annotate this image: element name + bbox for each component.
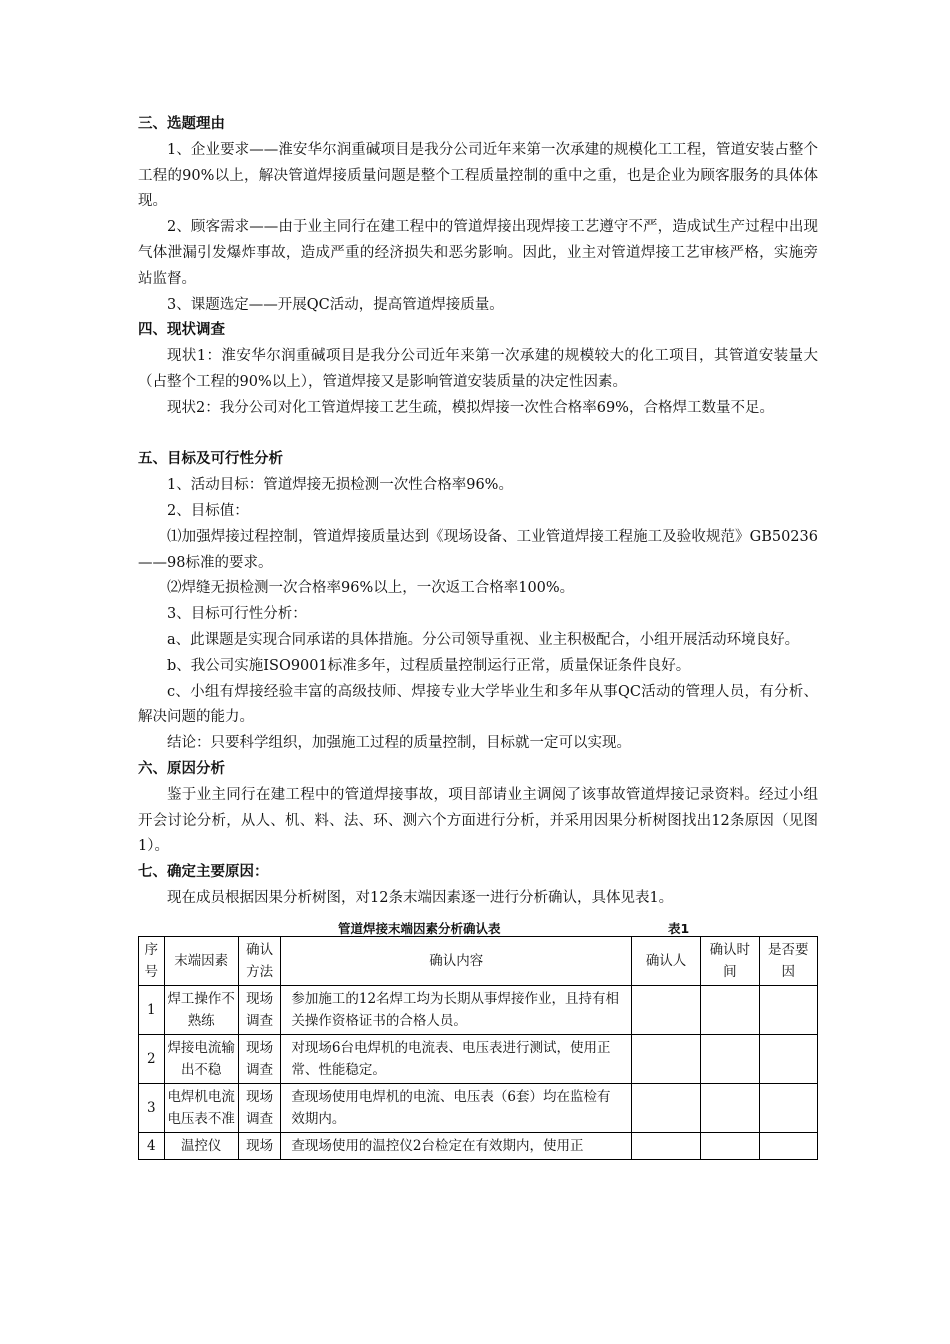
paragraph: 现状1：淮安华尔润重碱项目是我分公司近年来第一次承建的规模较大的化工项目，其管道安装量大（占整个工程的90%以上），管道焊接又是影响管道安装质量的决定性因素。 [138, 348, 818, 390]
paragraph: ⑴加强焊接过程控制，管道焊接质量达到《现场设备、工业管道焊接工程施工及验收规范》GB50236——98标准的要求。 [138, 528, 818, 571]
paragraph: 3、目标可行性分析： [167, 606, 307, 623]
cell-time [701, 985, 759, 1034]
cell-content: 参加施工的12名焊工均为长期从事焊接作业，且持有相关操作资格证书的合格人员。 [281, 985, 632, 1034]
header-person: 确认人 [632, 936, 701, 985]
header-factor: 末端因素 [164, 936, 238, 985]
cell-key [759, 1034, 817, 1083]
table-title: 管道焊接末端因素分析确认表 [338, 920, 501, 936]
cell-person [632, 1132, 701, 1159]
cell-content: 对现场6台电焊机的电流表、电压表进行测试，使用正常、性能稳定。 [281, 1034, 632, 1083]
paragraph: c、小组有焊接经验丰富的高级技师、焊接专业大学毕业生和多年从事QC活动的管理人员，有分析、解决问题的能力。 [138, 683, 818, 726]
header-time: 确认时间 [701, 936, 759, 985]
table-row [139, 1034, 818, 1083]
section-6-heading: 六、原因分析 [138, 760, 225, 777]
paragraph: 现在成员根据因果分析树图，对12条末端因素逐一进行分析确认，具体见表1。 [167, 889, 674, 906]
cell-no: 3 [139, 1083, 165, 1132]
cell-method: 现场调查 [238, 985, 281, 1034]
paragraph: 1、活动目标：管道焊接无损检测一次性合格率96%。 [167, 477, 513, 494]
cell-factor: 焊工操作不熟练 [164, 985, 238, 1034]
cell-factor: 焊接电流输出不稳 [164, 1034, 238, 1083]
section-7-heading: 七、确定主要原因： [138, 864, 269, 881]
table-row [139, 1083, 818, 1132]
paragraph: 1、企业要求——淮安华尔润重碱项目是我分公司近年来第一次承建的规模化工工程，管道安装占整个工程的90%以上，解决管道焊接质量问题是整个工程质量控制的重中之重，也是企业为顾客服务的具体体现。 [138, 141, 818, 210]
header-method: 确认方法 [238, 936, 281, 985]
cell-time [701, 1132, 759, 1159]
cell-key [759, 985, 817, 1034]
cell-key [759, 1132, 817, 1159]
paragraph: ⑵焊缝无损检测一次合格率96%以上，一次返工合格率100%。 [167, 580, 575, 597]
cell-no: 4 [139, 1132, 165, 1159]
cell-person [632, 985, 701, 1034]
cell-person [632, 1034, 701, 1083]
cell-time [701, 1083, 759, 1132]
cell-content: 查现场使用电焊机的电流、电压表（6套）均在监检有效期内。 [281, 1083, 632, 1132]
paragraph: 2、目标值： [167, 502, 249, 519]
cell-content: 查现场使用的温控仪2台检定在有效期内，使用正 [281, 1132, 632, 1159]
cell-person [632, 1083, 701, 1132]
document-page [138, 112, 818, 1160]
paragraph: 现状2：我分公司对化工管道焊接工艺生疏，模拟焊接一次性合格率69%，合格焊工数量不足。 [167, 399, 774, 416]
paragraph: 3、课题选定——开展QC活动，提高管道焊接质量。 [167, 296, 504, 313]
paragraph: 2、顾客需求——由于业主同行在建工程中的管道焊接出现焊接工艺遵守不严，造成试生产过程中出现气体泄漏引发爆炸事故，造成严重的经济损失和恶劣影响。因此，业主对管道焊接工艺审核严格，实施旁站监督。 [138, 219, 818, 287]
section-4-heading: 四、现状调查 [138, 322, 225, 339]
paragraph: a、此课题是实现合同承诺的具体措施。分公司领导重视、业主积极配合，小组开展活动环境良好。 [167, 631, 800, 648]
cell-method: 现场调查 [238, 1034, 281, 1083]
cell-time [701, 1034, 759, 1083]
section-5-heading: 五、目标及可行性分析 [138, 451, 283, 468]
table-row [139, 1132, 818, 1159]
cell-method: 现场 [238, 1132, 281, 1159]
paragraph: 鉴于业主同行在建工程中的管道焊接事故，项目部请业主调阅了该事故管道焊接记录资料。经过小组开会讨论分析，从人、机、料、法、环、测六个方面进行分析，并采用因果分析树图找出12条原因（见图1）。 [138, 786, 818, 855]
table-header-row [139, 936, 818, 985]
header-key: 是否要因 [759, 936, 817, 985]
cell-key [759, 1083, 817, 1132]
table-caption [138, 914, 818, 936]
factor-table [138, 936, 818, 1160]
paragraph: 结论：只要科学组织，加强施工过程的质量控制，目标就一定可以实现。 [167, 735, 631, 752]
cell-factor: 电焊机电流电压表不准 [164, 1083, 238, 1132]
cell-no: 2 [139, 1034, 165, 1083]
section-3-heading: 三、选题理由 [138, 116, 225, 132]
header-content: 确认内容 [281, 936, 632, 985]
cell-factor: 温控仪 [164, 1132, 238, 1159]
table-row [139, 985, 818, 1034]
blank-line [138, 422, 818, 448]
table-label: 表1 [668, 920, 690, 936]
cell-method: 现场调查 [238, 1083, 281, 1132]
header-no: 序号 [139, 936, 165, 985]
paragraph: b、我公司实施ISO9001标准多年，过程质量控制运行正常，质量保证条件良好。 [167, 657, 691, 674]
cell-no: 1 [139, 985, 165, 1034]
